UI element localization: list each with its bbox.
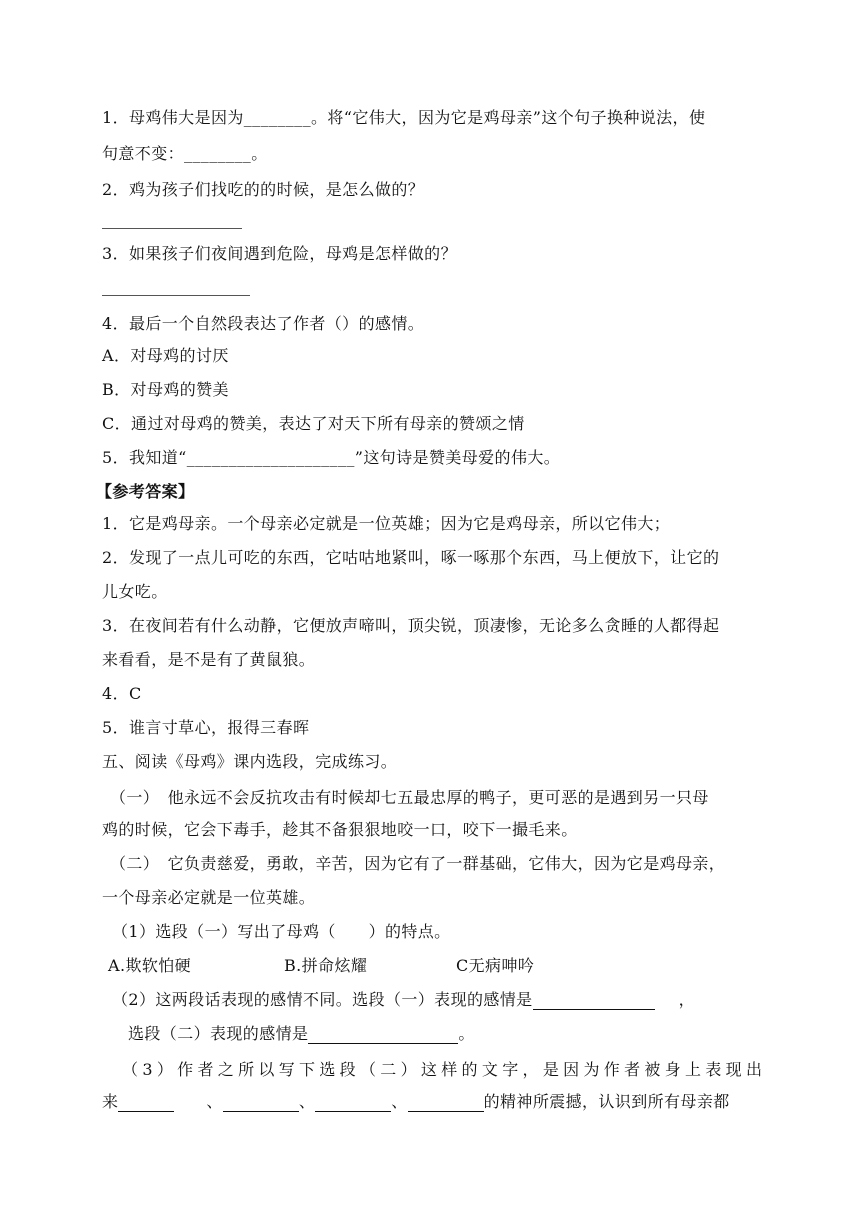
answer-blank-spirit-1 xyxy=(118,1095,174,1112)
question-1-line-2: 句意不变：________。 xyxy=(102,144,268,163)
sub-question-1-option-b: B.拼命炫耀 xyxy=(284,956,368,975)
sub-question-3-line-2 xyxy=(102,1092,730,1112)
sub-question-3-line-2-start: 来 xyxy=(102,1092,119,1111)
passage-2-line-1: （二） 它负责慈爱，勇敢，辛苦，因为它有了一群基础，它伟大，因为它是鸡母亲， xyxy=(110,854,726,873)
question-1-line-1: 1．母鸡伟大是因为________。将“它伟大，因为它是鸡母亲”这个句子换种说法，使 xyxy=(102,108,706,127)
question-4: 4．最后一个自然段表达了作者（）的感情。 xyxy=(102,314,425,333)
sub-question-2-line-2-end: 。 xyxy=(458,1024,475,1043)
passage-2-line-2: 一个母亲必定就是一位英雄。 xyxy=(102,888,316,907)
section-5-title: 五、阅读《母鸡》课内选段，完成练习。 xyxy=(102,752,398,771)
question-3: 3．如果孩子们夜间遇到危险，母鸡是怎样做的？ xyxy=(102,244,457,263)
passage-1-line-1: （一） 他永远不会反抗攻击有时候却七五最忠厚的鸭子，更可恶的是遇到另一只母 xyxy=(110,788,709,807)
sub-question-3-line-1: （3）作者之所以写下选段（二）这样的文字，是因为作者被身上表现出 xyxy=(122,1060,762,1079)
sub-question-2-line-1-text: （2）这两段话表现的感情不同。选段（一）表现的感情是 xyxy=(112,990,533,1009)
answer-blank-spirit-2 xyxy=(223,1095,299,1112)
answer-1: 1．它是鸡母亲。一个母亲必定就是一位英雄；因为它是鸡母亲，所以它伟大； xyxy=(102,514,671,533)
answer-3-line-1: 3．在夜间若有什么动静，它便放声啼叫，顶尖锐，顶凄惨，无论多么贪睡的人都得起 xyxy=(102,616,720,635)
answer-blank-feeling-2 xyxy=(308,1027,458,1044)
question-4-option-b: B．对母鸡的赞美 xyxy=(102,380,229,399)
answer-3-line-2: 来看看，是不是有了黄鼠狼。 xyxy=(102,650,316,669)
sub-question-2-line-2 xyxy=(128,1024,475,1044)
question-4-option-c: C．通过对母鸡的赞美，表达了对天下所有母亲的赞颂之情 xyxy=(102,414,525,433)
sub-question-2-line-2-text: 选段（二）表现的感情是 xyxy=(128,1024,309,1043)
sub-question-2-line-1 xyxy=(112,990,695,1010)
answer-2-line-1: 2．发现了一点儿可吃的东西，它咕咕地紧叫，啄一啄那个东西，马上便放下，让它的 xyxy=(102,548,720,567)
sub-question-1: （1）选段（一）写出了母鸡（ ）的特点。 xyxy=(112,922,451,941)
answer-2-line-2: 儿女吃。 xyxy=(102,582,168,601)
sub-question-1-option-a: A.欺软怕硬 xyxy=(108,956,192,975)
sub-question-2-line-1-comma: ， xyxy=(678,990,695,1009)
passage-1-line-2: 鸡的时候，它会下毒手，趁其不备狠狠地咬一口，咬下一撮毛来。 xyxy=(102,820,578,839)
question-2: 2．鸡为孩子们找吃的的时候，是怎么做的？ xyxy=(102,180,425,199)
answer-blank-spirit-3 xyxy=(315,1095,391,1112)
answer-blank-spirit-4 xyxy=(408,1095,484,1112)
answer-4: 4．C xyxy=(102,684,142,703)
separator-3: 、 xyxy=(391,1092,408,1111)
answer-blank-2 xyxy=(102,228,242,229)
answer-5: 5．谁言寸草心，报得三春晖 xyxy=(102,718,310,737)
answers-heading: 【参考答案】 xyxy=(96,482,195,501)
sub-question-3-line-2-end: 的精神所震撼，认识到所有母亲都 xyxy=(483,1092,730,1111)
separator-1: 、 xyxy=(206,1092,223,1111)
sub-question-1-option-c: C无病呻吟 xyxy=(456,956,535,975)
answer-blank-feeling-1 xyxy=(533,993,655,1010)
question-5: 5．我知道“____________________”这句诗是赞美母爱的伟大。 xyxy=(102,448,561,467)
answer-blank-3 xyxy=(102,295,250,296)
question-4-option-a: A．对母鸡的讨厌 xyxy=(102,346,229,365)
separator-2: 、 xyxy=(298,1092,316,1111)
